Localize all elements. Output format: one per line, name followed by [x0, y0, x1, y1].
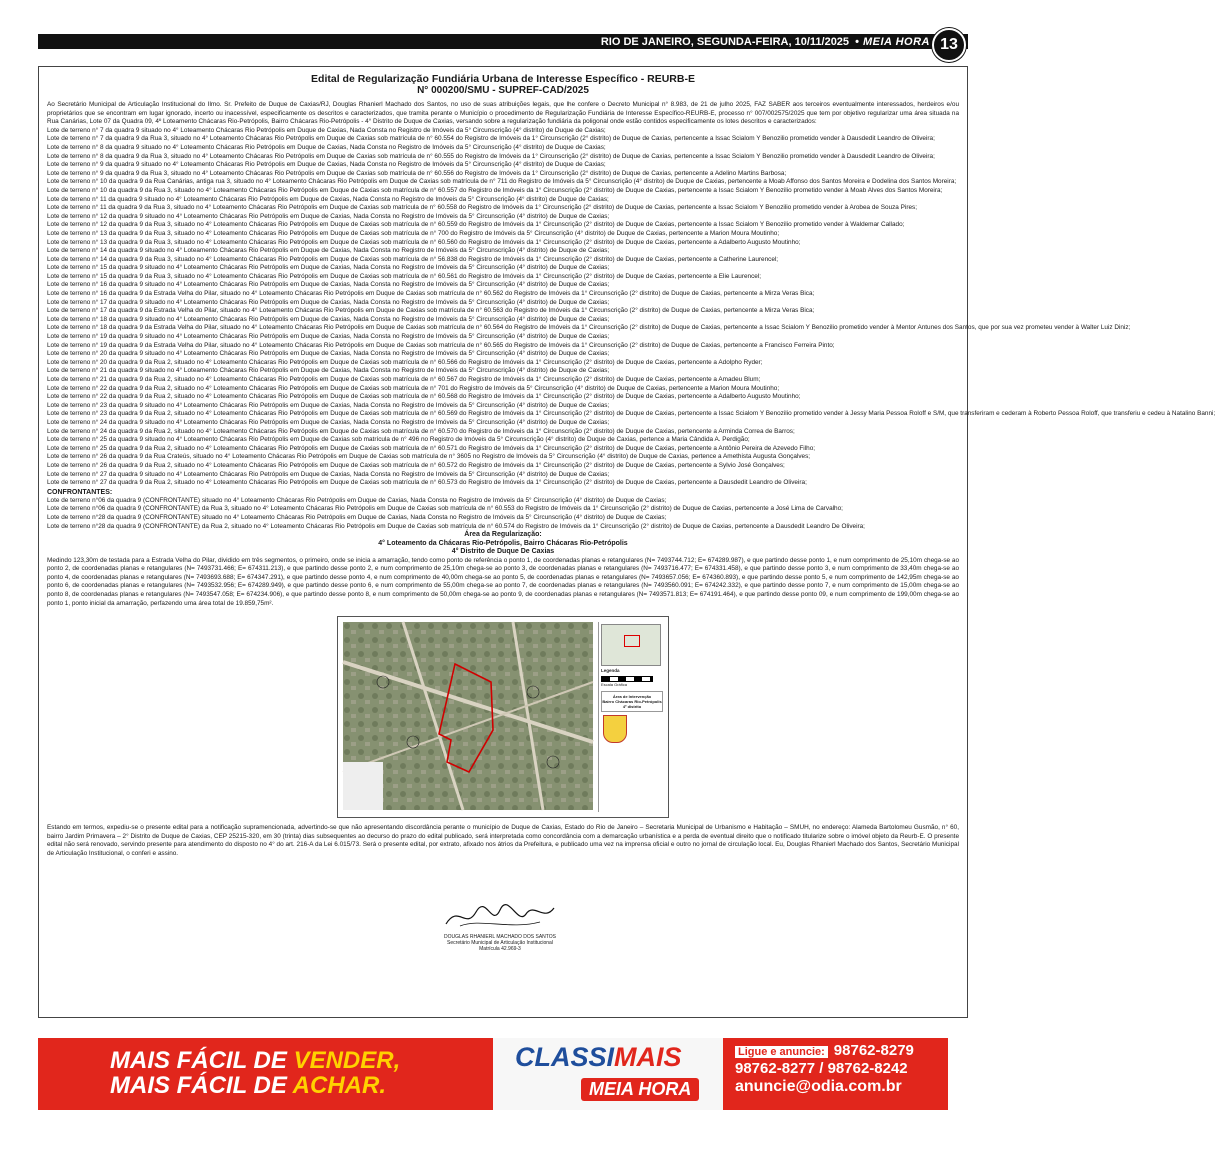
lot-entry: Lote de terreno n° 22 da quadra 9 da Rua 2, situado no 4° Loteamento Chácaras Rio Petrópolis em Duque de Caxias sob matrícula de n° 701 do Registro de Imóveis da 5° Circunscrição (4° distrito) de Duque de Caxias, pertencente a Marion Moura Moutinho;: [47, 384, 780, 392]
page-header-bar: [38, 34, 968, 49]
lot-entry: Lote de terreno n° 21 da quadra 9 situado no 4° Loteamento Chácaras Rio Petrópolis em Duque de Caxias, Nada Consta no Registro de Imóveis da 5° Circunscrição (4° distrito) de Duque de Caxias;: [47, 367, 610, 375]
lot-entry: Lote de terreno n° 19 da quadra 9 da Estrada Velha do Pilar, situado no 4° Loteamento Chácaras Rio Petrópolis em Duque de Caxias sob matrícula de n° 60.565 do Registro de Imóveis da 1° Circunscrição (2° distrito) de Duque de Caxias, pertencente a Francisco Ferreira Pinto;: [47, 341, 835, 349]
brand-mais: MAIS: [614, 1042, 682, 1072]
brand-classi: CLASSI: [515, 1042, 615, 1072]
lot-entry: Lote de terreno n° 18 da quadra 9 situado no 4° Loteamento Chácaras Rio Petrópolis em Duque de Caxias, Nada Consta no Registro de Imóveis da 5° Circunscrição (4° distrito) de Duque de Caxias;: [47, 315, 610, 323]
map-area-label: Área de Intervenção: [612, 694, 652, 700]
lot-entry: Lote de terreno n° 11 da quadra 9 situado no 4° Loteamento Chácaras Rio Petrópolis em Duque de Caxias, Nada Consta no Registro de Imóveis da 5° Circunscrição (4° distrito) de Duque de Caxias;: [47, 195, 609, 203]
signature-name: DOUGLAS RHANIERL MACHADO DOS SANTOS: [444, 934, 556, 940]
locator-highlight-box: [624, 635, 640, 647]
lot-entry: Lote de terreno n° 23 da quadra 9 da Rua 2, situado no 4° Loteamento Chácaras Rio Petrópolis em Duque de Caxias sob matrícula de n° 60.569 do Registro de Imóveis da 1° Circunscrição (2° distrito) de Duque de Caxias, pertencente a Issac Scialom Y Benozilio prometido vender à Jessy Maria Pessoa Roloff e S/M, que transferiram e cederam à Roberto Pessoa Roloff, que transferiu e cedeu à Natalino Banni;: [47, 410, 1215, 418]
area-heading-3: 4° Distrito de Duque De Caxias: [451, 548, 555, 556]
lot-entry: Lote de terreno n° 9 da quadra 9 da Rua 3, situado no 4° Loteamento Chácaras Rio Petrópolis em Duque de Caxias sob matrícula de n° 60.556 do Registro de Imóveis da 1° Circunscrição (2° distrito) de Duque de Caxias, pertencente a Adelino Martins Barbosa;: [47, 169, 787, 177]
lot-entry: Lote de terreno n° 20 da quadra 9 da Rua 2, situado no 4° Loteamento Chácaras Rio Petrópolis em Duque de Caxias sob matrícula de n° 60.566 do Registro de Imóveis da 1° Circunscrição (2° distrito) de Duque de Caxias, pertencente a Adolpho Ryder;: [47, 358, 763, 366]
locator-map: [601, 624, 661, 666]
lot-entry: Lote de terreno n° 26 da quadra 9 da Rua 2, situado no 4° Loteamento Chácaras Rio Petrópolis em Duque de Caxias sob matrícula de n° 60.572 do Registro de Imóveis da 1° Circunscrição (2° distrito) de Duque de Caxias, pertencente a Sylvio José Gonçalves;: [47, 461, 785, 469]
regularization-map: [337, 616, 669, 818]
slogan-line2-b: ACHAR.: [292, 1072, 386, 1099]
legend-title: Legenda: [601, 668, 620, 674]
notice-intro: Ao Secretário Municipal de Articulação Institucional do Ilmo. Sr. Prefeito de Duque de Caxias/RJ, Douglas Rhanierl Machado dos Santos, no uso de suas atribuições legais, que lhe confere o Decreto Municipal n° 8.983, de 21 de julho 2025, FAZ SABER aos terceiros eventualmente interessados, herdeiros e/ou proprietários que se encontram em lugar ignorado, incerto ou inacessível, especificamente os descritos e caracterizados, que tramita perante o Município o procedimento de Regularização Fundiária de Interesse Específico-REURB-E, processo n° 007/002575/2025 que tem por objetivo regularizar uma área situada na Rua Canárias, Lote 07 da Quadra 09, 4º Loteamento Chácaras Rio-Petrópolis, Bairro Chácaras Rio-Petrópolis - 4° Distrito de Duque de Caxias, versando sobre a regularização fundiária da poligonal onde estão contidos especificamente os lotes descritos e caracterizados:: [47, 101, 959, 126]
lot-entry: Lote de terreno n° 12 da quadra 9 da Rua 3, situado no 4° Loteamento Chácaras Rio Petrópolis em Duque de Caxias sob matrícula de n° 60.559 do Registro de Imóveis da 1° Circunscrição (2° distrito) de Duque de Caxias, pertencente a Issac Scialom Y Benozilio prometido vender à Waldemar Callado;: [47, 221, 905, 229]
meia-hora-logo: MEIA HORA: [581, 1078, 699, 1101]
lot-entry: Lote de terreno n° 19 da quadra 9 situado no 4° Loteamento Chácaras Rio Petrópolis em Duque de Caxias, Nada Consta no Registro de Imóveis da 5° Circunscrição (4° distrito) de Duque de Caxias;: [47, 333, 610, 341]
lot-entry: Lote de terreno n° 10 da quadra 9 da Rua Canárias, antiga rua 3, situado no 4° Loteamento Chácaras Rio Petrópolis em Duque de Caxias sob matrícula de n° 711 do Registro de Imóveis da 5° Circunscrição (4° distrito) de Duque de Caxias, pertencente a Moab Affonso dos Santos Moreira e Dodelina dos Santos Moreira;: [47, 178, 957, 186]
signature-registration: Matrícula 42.969-3: [479, 946, 521, 952]
lot-entry: Lote de terreno n° 9 da quadra 9 situado no 4° Loteamento Chácaras Rio Petrópolis em Duque de Caxias, Nada Consta no Registro de Imóveis da 5° Circunscrição (4° distrito) de Duque de Caxias;: [47, 161, 606, 169]
lot-entry: Lote de terreno n° 10 da quadra 9 da Rua 3, situado no 4° Loteamento Chácaras Rio Petrópolis em Duque de Caxias sob matrícula de n° 60.557 do Registro de Imóveis da 1° Circunscrição (2° distrito) de Duque de Caxias, pertencente a Issac Scialom Y Benozilio prometido vender à Moab Alves dos Santos Moreira;: [47, 186, 943, 194]
lot-entry: Lote de terreno n° 17 da quadra 9 da Estrada Velha do Pilar, situado no 4° Loteamento Chácaras Rio Petrópolis em Duque de Caxias sob matrícula de n° 60.563 do Registro de Imóveis da 1° Circunscrição (2° distrito) de Duque de Caxias, pertencente a Mirza Veras Bica;: [47, 307, 815, 315]
map-area-name: Bairro Chácaras Rio-Petrópolis: [602, 699, 662, 705]
slogan-line1-a: MAIS FÁCIL DE: [110, 1047, 294, 1074]
classimais-ad-banner: [38, 1038, 968, 1110]
municipal-coat-of-arms-icon: [603, 715, 627, 743]
lot-entry: Lote de terreno n° 25 da quadra 9 situado no 4° Loteamento Chácaras Rio Petrópolis em Duque de Caxias sob matrícula de n° 496 no Registro de Imóveis da 5° Circunscrição (4° distrito) de Duque de Caxias, pertence a Maria Cândida A. Perdigão;: [47, 436, 750, 444]
notice-number: N° 000200/SMU - SUPREF-CAD/2025: [417, 85, 589, 96]
aerial-map-svg: [343, 622, 593, 810]
lot-entry: Lote de terreno n° 24 da quadra 9 situado no 4° Loteamento Chácaras Rio Petrópolis em Duque de Caxias, Nada Consta no Registro de Imóveis da 5° Circunscrição (4° distrito) de Duque de Caxias;: [47, 418, 610, 426]
map-area-box: [601, 691, 663, 712]
lot-entry: Lote de terreno n° 7 da quadra 9 da Rua 3, situado no 4° Loteamento Chácaras Rio Petrópolis em Duque de Caxias sob matrícula de n° 60.554 do Registro de Imóveis da 1° Circunscrição (2° distrito) de Duque de Caxias, pertencente a Issac Scialom Y Benozilio prometido vender à Dausdedit Leandro de Oliveira;: [47, 135, 935, 143]
classimais-logo: [493, 1038, 723, 1110]
map-legend-panel: [598, 622, 663, 812]
lot-entry: Lote de terreno n° 8 da quadra 9 da Rua 3, situado no 4° Loteamento Chácaras Rio Petrópolis em Duque de Caxias sob matrícula de n° 60.555 do Registro de Imóveis da 1° Circunscrição (2° distrito) de Duque de Caxias, pertencente a Issac Scialom Y Benozilio prometido vender à Dausdedit Leandro de Oliveira;: [47, 152, 935, 160]
phone-primary: 98762-8279: [833, 1042, 914, 1059]
ad-edge: [948, 1038, 968, 1110]
cta-label: Ligue e anuncie:: [735, 1046, 828, 1058]
confrontantes-heading: CONFRONTANTES:: [47, 488, 113, 496]
lot-entry: Lote de terreno n° 15 da quadra 9 da Rua 3, situado no 4° Loteamento Chácaras Rio Petrópolis em Duque de Caxias sob matrícula de n° 60.561 do Registro de Imóveis da 1° Circunscrição (2° distrito) de Duque de Caxias, pertencente a Elie Laurencel;: [47, 272, 762, 280]
ad-slogan: [38, 1038, 493, 1110]
lot-entry: Lote de terreno n° 25 da quadra 9 da Rua 2, situado no 4° Loteamento Chácaras Rio Petrópolis em Duque de Caxias sob matrícula de n° 60.571 do Registro de Imóveis da 1° Circunscrição (2° distrito) de Duque de Caxias, pertencente a Antônio Pereira de Azevedo Filho;: [47, 444, 816, 452]
confrontante-entry: Lote de terreno n°06 da quadra 9 (CONFRONTANTE) da Rua 3, situado no 4° Loteamento Chácaras Rio Petrópolis em Duque de Caxias sob matrícula de n° 60.553 do Registro de Imóveis da 1° Circunscrição (2° distrito) de Duque de Caxias, pertencente a José Lima de Carvalho;: [47, 505, 843, 513]
lot-entry: Lote de terreno n° 20 da quadra 9 situado no 4° Loteamento Chácaras Rio Petrópolis em Duque de Caxias, Nada Consta no Registro de Imóveis da 5° Circunscrição (4° distrito) de Duque de Caxias;: [47, 350, 610, 358]
perimeter-description: Medindo 123,30m de testada para a Estrada Velha do Pilar, dividido em três segmentos, o primeiro, onde se inicia a amarração, tendo como ponto de referência o ponto 1, de coordenadas planas e retangulares (N= 7493744.712; E= 674289.987), e que partindo desse ponto 1, e num comprimento de 25,10m chega-se ao ponto 2, de coordenadas planas e retangulares (N= 7493731.466; E= 674311.213), e que partindo desse ponto 2, e num comprimento de 25,10m chega-se ao ponto 3, de coordenadas planas e retangulares (N= 7493716.477; E= 674331.458), e que partindo desse ponto 3, e num comprimento de 33,40m chega-se ao ponto 4, de coordenadas planas e retangulares (N= 7493693.688; E= 674347.291), e que partindo desse ponto 4, e num comprimento de 40,00m chega-se ao ponto 5, de coordenadas planas e retangulares (N= 7493657.056; E= 674360.893), e que partindo desse ponto 5, e num comprimento de 142,95m chega-se ao ponto 6, de coordenadas planas e retangulares (N= 7493532.956; E= 674289.949), e que partindo desse ponto 6, e num comprimento de 55,00m chega-se ao ponto 7, de coordenadas planas e retangulares (N= 7493560.091; E= 674242.332), e que partindo desse ponto 7, e num comprimento de 15,00m chega-se ao ponto 8, de coordenadas planas e retangulares (N= 7493547.058; E= 674234.906), e que partindo desse ponto 8, e num comprimento de 50,00m chega-se ao ponto 9, de coordenadas planas e retangulares (N= 7493571.813; E= 674191.464), e que partindo desse ponto 09, e num comprimento de 199,00m chega-se ao ponto 1, ponto inicial da amarração, perfazendo uma área total de 19.859,75m².: [47, 556, 959, 607]
lot-entry: Lote de terreno n° 13 da quadra 9 da Rua 3, situado no 4° Loteamento Chácaras Rio Petrópolis em Duque de Caxias sob matrícula de n° 700 do Registro de Imóveis da 5° Circunscrição (4° distrito) de Duque de Caxias, pertencente a Marion Moura Moutinho;: [47, 229, 780, 237]
lot-entry: Lote de terreno n° 7 da quadra 9 situado no 4° Loteamento Chácaras Rio Petrópolis em Duque de Caxias, Nada Consta no Registro de Imóveis da 5° Circunscrição (4° distrito) de Duque de Caxias;: [47, 126, 606, 134]
confrontante-entry: Lote de terreno n°06 da quadra 9 (CONFRONTANTE) situado no 4° Loteamento Chácaras Rio Petrópolis em Duque de Caxias, Nada Consta no Registro de Imóveis da 5° Circunscrição (4° distrito) de Duque de Caxias;: [47, 496, 667, 504]
lot-entry: Lote de terreno n° 18 da quadra 9 da Estrada Velha do Pilar, situado no 4° Loteamento Chácaras Rio Petrópolis em Duque de Caxias sob matrícula de n° 60.564 do Registro de Imóveis da 1° Circunscrição (2° distrito) de Duque de Caxias, pertencente a Issac Scialom Y Benozilio prometido vender à Mentor Antunes dos Santos, que por sua vez prometeu vender à Walter Luiz Diniz;: [47, 324, 1131, 332]
lot-entry: Lote de terreno n° 13 da quadra 9 da Rua 3, situado no 4° Loteamento Chácaras Rio Petrópolis em Duque de Caxias sob matrícula de n° 60.560 do Registro de Imóveis da 1° Circunscrição (2° distrito) de Duque de Caxias, pertencente a Adalberto Augusto Moutinho;: [47, 238, 801, 246]
lot-entry: Lote de terreno n° 11 da quadra 9 da Rua 3, situado no 4° Loteamento Chácaras Rio Petrópolis em Duque de Caxias sob matrícula de n° 60.558 do Registro de Imóveis da 1° Circunscrição (2° distrito) de Duque de Caxias, pertencente a Issac Scialom Y Benozilio prometido vender à Arobea de Souza Pires;: [47, 204, 917, 212]
lot-entry: Lote de terreno n° 14 da quadra 9 situado no 4° Loteamento Chácaras Rio Petrópolis em Duque de Caxias, Nada Consta no Registro de Imóveis da 5° Circunscrição (4° distrito) de Duque de Caxias;: [47, 247, 610, 255]
signature-role: Secretário Municipal de Articulação Institucional: [447, 940, 553, 946]
legal-notice: [38, 66, 1215, 1018]
lot-entry: Lote de terreno n° 16 da quadra 9 da Estrada Velha do Pilar, situado no 4° Loteamento Chácaras Rio Petrópolis em Duque de Caxias sob matrícula de n° 60.562 do Registro de Imóveis da 1° Circunscrição (2° distrito) de Duque de Caxias, pertencente a Mirza Veras Bica;: [47, 290, 815, 298]
lot-entry: Lote de terreno n° 27 da quadra 9 da Rua 2, situado no 4° Loteamento Chácaras Rio Petrópolis em Duque de Caxias sob matrícula de n° 60.573 do Registro de Imóveis da 1° Circunscrição (2° distrito) de Duque de Caxias, pertencente a Dausdedit Leandro de Oliveira;: [47, 479, 807, 487]
scale-label: Escala Gráfica: [601, 682, 628, 688]
slogan-line1-b: VENDER,: [293, 1047, 401, 1074]
page-number: 13: [932, 28, 966, 62]
lot-entry: Lote de terreno n° 27 da quadra 9 situado no 4° Loteamento Chácaras Rio Petrópolis em Duque de Caxias, Nada Consta no Registro de Imóveis da 5° Circunscrição (4° distrito) de Duque de Caxias;: [47, 470, 610, 478]
area-heading-2: 4° Loteamento da Chácaras Rio-Petrópolis, Bairro Chácaras Rio-Petrópolis: [378, 539, 628, 547]
ad-contact: [723, 1038, 948, 1110]
lot-entry: Lote de terreno n° 17 da quadra 9 situado no 4° Loteamento Chácaras Rio Petrópolis em Duque de Caxias, Nada Consta no Registro de Imóveis da 5° Circunscrição (4° distrito) de Duque de Caxias;: [47, 298, 610, 306]
aerial-map-image: [343, 622, 593, 810]
lot-entry: Lote de terreno n° 8 da quadra 9 situado no 4° Loteamento Chácaras Rio Petrópolis em Duque de Caxias, Nada Consta no Registro de Imóveis da 5° Circunscrição (4° distrito) de Duque de Caxias;: [47, 143, 606, 151]
lot-entry: Lote de terreno n° 14 da quadra 9 da Rua 3, situado no 4° Loteamento Chácaras Rio Petrópolis em Duque de Caxias sob matrícula de n° 56.838 do Registro de Imóveis da 1° Circunscrição (2° distrito) de Duque de Caxias, pertencente a Catherine Laurencel;: [47, 255, 779, 263]
lot-entry: Lote de terreno n° 15 da quadra 9 situado no 4° Loteamento Chácaras Rio Petrópolis em Duque de Caxias, Nada Consta no Registro de Imóveis da 5° Circunscrição (4° distrito) de Duque de Caxias;: [47, 264, 610, 272]
confrontantes-list: [47, 497, 959, 531]
contact-email: anuncie@odia.com.br: [735, 1078, 902, 1095]
lots-list: [47, 126, 1215, 488]
closing-text: Estando em termos, expediu-se o presente edital para a notificação supramencionada, advertindo-se que não apresentando discordância perante o município de Duque de Caxias, Estado do Rio de Janeiro – Secretaria Municipal de Urbanismo e Habitação – SMUH, no endereço: Alameda Bartolomeu Gusmão, n° 60, bairro Jardim Primavera – 2° Distrito de Duque de Caxias, CEP 25215-320, em 30 (trinta) dias subsequentes ao decurso do prazo do edital publicado, será interpretada como concordância com a demarcação urbanística e a perda de eventual direito que o notificado titularize sobre o imóvel objeto da Reurb-E. O presente edital não será renovado, servindo presente para atendimento do disposto no 4° do art. 216-A da Lei 6.015/73. Será o presente edital, por extrato, afixado nos átrios da Prefeitura, e publicado uma vez na imprensa oficial e outro no jornal de circulação local. Eu, Douglas Rhanierl Machado dos Santos, Secretário Municipal de Articulação Institucional, o conferi e assino.: [47, 824, 959, 857]
lot-entry: Lote de terreno n° 24 da quadra 9 da Rua 2, situado no 4° Loteamento Chácaras Rio Petrópolis em Duque de Caxias sob matrícula de n° 60.570 do Registro de Imóveis da 1° Circunscrição (2° distrito) de Duque de Caxias, pertencente a Arminda Correa de Barros;: [47, 427, 795, 435]
lot-entry: Lote de terreno n° 21 da quadra 9 da Rua 2, situado no 4° Loteamento Chácaras Rio Petrópolis em Duque de Caxias sob matrícula de n° 60.567 do Registro de Imóveis da 1° Circunscrição (2° distrito) de Duque de Caxias, pertencente a Amadeu Blum;: [47, 376, 761, 383]
lot-entry: Lote de terreno n° 22 da quadra 9 da Rua 2, situado no 4° Loteamento Chácaras Rio Petrópolis em Duque de Caxias sob matrícula de n° 60.568 do Registro de Imóveis da 1° Circunscrição (2° distrito) de Duque de Caxias, pertencente a Adalberto Augusto Moutinho;: [47, 393, 801, 401]
lot-entry: Lote de terreno n° 12 da quadra 9 situado no 4° Loteamento Chácaras Rio Petrópolis em Duque de Caxias, Nada Consta no Registro de Imóveis da 5° Circunscrição (4° distrito) de Duque de Caxias;: [47, 212, 610, 220]
lot-entry: Lote de terreno n° 26 da quadra 9 da Rua Crateús, situado no 4° Loteamento Chácaras Rio Petrópolis em Duque de Caxias sob matrícula de n° 3605 no Registro de Imóveis da 5° Circunscrição (4° distrito) de Duque de Caxias, pertence a Amethista Augusta Gonçalves;: [47, 453, 811, 461]
lot-entry: Lote de terreno n° 16 da quadra 9 situado no 4° Loteamento Chácaras Rio Petrópolis em Duque de Caxias, Nada Consta no Registro de Imóveis da 5° Circunscrição (4° distrito) de Duque de Caxias;: [47, 281, 610, 289]
dateline: RIO DE JANEIRO, SEGUNDA-FEIRA, 10/11/2025: [600, 35, 850, 48]
confrontante-entry: Lote de terreno n°28 da quadra 9 (CONFRONTANTE) situado no 4° Loteamento Chácaras Rio Petrópolis em Duque de Caxias, Nada Consta no Registro de Imóveis da 5° Circunscrição (4° distrito) de Duque de Caxias;: [47, 513, 667, 521]
lot-entry: Lote de terreno n° 23 da quadra 9 situado no 4° Loteamento Chácaras Rio Petrópolis em Duque de Caxias, Nada Consta no Registro de Imóveis da 5° Circunscrição (4° distrito) de Duque de Caxias;: [47, 401, 610, 409]
phone-secondary: 98762-8277 / 98762-8242: [735, 1060, 908, 1077]
signature-block: [420, 900, 580, 952]
area-heading-1: Área da Regularização:: [464, 531, 542, 539]
confrontante-entry: Lote de terreno n°28 da quadra 9 (CONFRONTANTE) da Rua 2, situado no 4° Loteamento Chácaras Rio Petrópolis em Duque de Caxias sob matrícula de n° 60.574 do Registro de Imóveis da 1° Circunscrição (2° distrito) de Duque de Caxias, pertencente a Dausdedit Leandro De Oliveira;: [47, 522, 865, 530]
newspaper-brand: • MEIA HORA: [855, 35, 930, 48]
slogan-line2-a: MAIS FÁCIL DE: [110, 1072, 293, 1099]
handwritten-signature-icon: [440, 900, 560, 932]
map-district: 4º distrito: [622, 704, 642, 710]
notice-title: Edital de Regularização Fundiária Urbana de Interesse Específico - REURB-E: [311, 73, 695, 85]
